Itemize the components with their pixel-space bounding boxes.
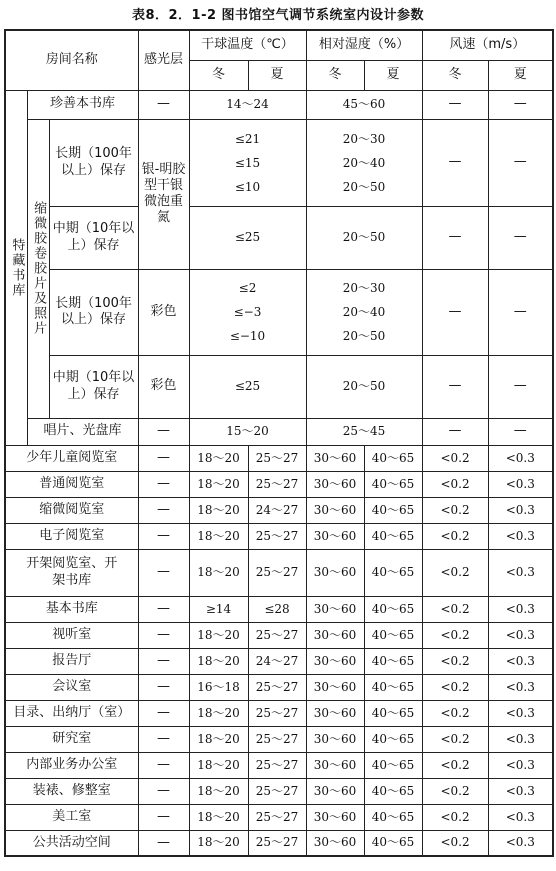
dry-bulb-range: 15～20	[189, 418, 306, 445]
dry-bulb-summer: ≤28	[248, 596, 306, 622]
wind-winter: —	[422, 355, 488, 418]
dry-bulb-summer: 24～27	[248, 648, 306, 674]
humidity-winter: 30～60	[306, 622, 364, 648]
room-name: 长期（100年以上）保存	[49, 269, 138, 355]
dry-bulb-summer: 25～27	[248, 523, 306, 549]
wind-winter: <0.2	[422, 674, 488, 700]
humidity-summer: 40～65	[364, 523, 422, 549]
humidity-winter: 30～60	[306, 700, 364, 726]
dry-bulb-value: ≤10	[234, 179, 261, 194]
wind-winter: <0.2	[422, 804, 488, 830]
humidity-value: 20～30	[342, 281, 386, 295]
table-row	[5, 549, 553, 596]
dry-bulb-range: 14～24	[189, 90, 306, 119]
dry-bulb-summer: 25～27	[248, 752, 306, 778]
wind-summer: <0.3	[488, 497, 553, 523]
room-name: 目录、出纳厅（室）	[5, 700, 138, 726]
room-name: 报告厅	[5, 648, 138, 674]
humidity-range: 45～60	[306, 90, 422, 119]
table-row	[5, 445, 553, 471]
photosensitive-layer: —	[138, 445, 189, 471]
dry-bulb-winter: 18～20	[189, 726, 248, 752]
dry-bulb-summer: 25～27	[248, 726, 306, 752]
humidity-summer: 40～65	[364, 674, 422, 700]
humidity-summer: 40～65	[364, 445, 422, 471]
dry-bulb-value: ≤21	[234, 131, 261, 146]
photosensitive-layer: —	[138, 596, 189, 622]
dry-bulb-winter: 18～20	[189, 830, 248, 856]
table-row	[5, 752, 553, 778]
humidity-winter: 30～60	[306, 523, 364, 549]
header-wind-speed: 风速（m/s）	[422, 30, 553, 60]
wind-winter: <0.2	[422, 700, 488, 726]
photosensitive-layer: —	[138, 497, 189, 523]
humidity-winter: 30～60	[306, 674, 364, 700]
photosensitive-layer: —	[138, 523, 189, 549]
room-name: 唱片、光盘库	[27, 418, 138, 445]
photosensitive-layer: —	[138, 622, 189, 648]
wind-winter: <0.2	[422, 830, 488, 856]
room-name: 美工室	[5, 804, 138, 830]
humidity-winter: 30～60	[306, 778, 364, 804]
wind-winter: —	[422, 90, 488, 119]
dry-bulb-winter: 18～20	[189, 778, 248, 804]
dry-bulb-winter: 18～20	[189, 445, 248, 471]
room-name: 开架阅览室、开架书库	[5, 549, 138, 596]
wind-winter: <0.2	[422, 778, 488, 804]
dry-bulb-summer: 25～27	[248, 778, 306, 804]
dry-bulb-winter: 18～20	[189, 622, 248, 648]
dry-bulb-summer: 25～27	[248, 700, 306, 726]
photosensitive-layer: —	[138, 726, 189, 752]
room-name: 视听室	[5, 622, 138, 648]
dry-bulb-value: ≤15	[234, 155, 261, 170]
humidity-range: 25～45	[306, 418, 422, 445]
dry-bulb-winter: 18～20	[189, 549, 248, 596]
humidity-winter: 30～60	[306, 830, 364, 856]
dry-bulb-winter: 18～20	[189, 523, 248, 549]
humidity-summer: 40～65	[364, 830, 422, 856]
humidity-value: 20～40	[342, 305, 386, 319]
dry-bulb-range: ≤25	[189, 355, 306, 418]
table-row	[5, 674, 553, 700]
photosensitive-layer: 彩色	[138, 355, 189, 418]
dry-bulb-summer: 25～27	[248, 674, 306, 700]
dry-bulb-range	[189, 119, 306, 206]
photosensitive-layer: —	[138, 90, 189, 119]
room-name: 装裱、修整室	[5, 778, 138, 804]
table-row	[5, 804, 553, 830]
dry-bulb-winter: 16～18	[189, 674, 248, 700]
wind-winter: <0.2	[422, 622, 488, 648]
photosensitive-layer: —	[138, 804, 189, 830]
humidity-summer: 40～65	[364, 804, 422, 830]
wind-summer: —	[488, 418, 553, 445]
humidity-value: 20～30	[342, 131, 386, 146]
wind-winter: —	[422, 269, 488, 355]
wind-summer: <0.3	[488, 622, 553, 648]
wind-winter: <0.2	[422, 726, 488, 752]
humidity-value: 20～40	[342, 155, 386, 170]
photosensitive-layer: —	[138, 778, 189, 804]
humidity-winter: 30～60	[306, 471, 364, 497]
table-row	[5, 596, 553, 622]
room-name: 会议室	[5, 674, 138, 700]
room-name: 珍善本书库	[27, 90, 138, 119]
humidity-summer: 40～65	[364, 648, 422, 674]
table-row	[5, 523, 553, 549]
room-name: 中期（10年以上）保存	[49, 355, 138, 418]
wind-summer: <0.3	[488, 523, 553, 549]
wind-winter: —	[422, 418, 488, 445]
room-name: 缩微阅览室	[5, 497, 138, 523]
humidity-winter: 30～60	[306, 445, 364, 471]
dry-bulb-winter: 18～20	[189, 648, 248, 674]
humidity-winter: 30～60	[306, 752, 364, 778]
humidity-summer: 40～65	[364, 778, 422, 804]
humidity-summer: 40～65	[364, 497, 422, 523]
humidity-range	[306, 269, 422, 355]
room-name: 中期（10年以上）保存	[49, 206, 138, 269]
photosensitive-layer: —	[138, 549, 189, 596]
room-name: 公共活动空间	[5, 830, 138, 856]
table-row	[5, 471, 553, 497]
header-temp-winter: 冬	[189, 60, 248, 90]
photosensitive-layer: —	[138, 674, 189, 700]
wind-summer: <0.3	[488, 778, 553, 804]
dry-bulb-winter: ≥14	[189, 596, 248, 622]
dry-bulb-winter: 18～20	[189, 804, 248, 830]
header-dry-bulb: 干球温度（℃）	[189, 30, 306, 60]
humidity-value: 20～50	[342, 329, 386, 343]
dry-bulb-summer: 25～27	[248, 445, 306, 471]
wind-winter: <0.2	[422, 471, 488, 497]
humidity-summer: 40～65	[364, 622, 422, 648]
humidity-range	[306, 119, 422, 206]
photosensitive-layer: —	[138, 648, 189, 674]
design-parameters-table	[4, 29, 554, 857]
wind-winter: <0.2	[422, 596, 488, 622]
dry-bulb-summer: 25～27	[248, 471, 306, 497]
wind-summer: <0.3	[488, 648, 553, 674]
wind-winter: —	[422, 206, 488, 269]
wind-summer: —	[488, 119, 553, 206]
header-ws-winter: 冬	[422, 60, 488, 90]
dry-bulb-summer: 25～27	[248, 830, 306, 856]
dry-bulb-summer: 25～27	[248, 549, 306, 596]
humidity-summer: 40～65	[364, 549, 422, 596]
wind-summer: —	[488, 90, 553, 119]
header-photosensitive: 感光层	[138, 30, 189, 90]
dry-bulb-value: ≤−10	[229, 329, 266, 343]
humidity-winter: 30～60	[306, 596, 364, 622]
dry-bulb-range	[189, 269, 306, 355]
humidity-range: 20～50	[306, 206, 422, 269]
table-title: 表8．2．1-2 图书馆空气调节系统室内设计参数	[131, 8, 425, 23]
humidity-winter: 30～60	[306, 497, 364, 523]
humidity-summer: 40～65	[364, 752, 422, 778]
dry-bulb-summer: 25～27	[248, 804, 306, 830]
photosensitive-layer: —	[138, 418, 189, 445]
table-row	[5, 622, 553, 648]
wind-winter: <0.2	[422, 497, 488, 523]
humidity-summer: 40～65	[364, 471, 422, 497]
wind-summer: <0.3	[488, 549, 553, 596]
humidity-range: 20～50	[306, 355, 422, 418]
wind-summer: <0.3	[488, 804, 553, 830]
room-name: 基本书库	[5, 596, 138, 622]
wind-winter: <0.2	[422, 523, 488, 549]
wind-summer: <0.3	[488, 700, 553, 726]
dry-bulb-winter: 18～20	[189, 752, 248, 778]
photosensitive-layer: —	[138, 700, 189, 726]
wind-winter: <0.2	[422, 752, 488, 778]
wind-winter: —	[422, 119, 488, 206]
humidity-winter: 30～60	[306, 726, 364, 752]
dry-bulb-winter: 18～20	[189, 700, 248, 726]
humidity-winter: 30～60	[306, 804, 364, 830]
humidity-winter: 30～60	[306, 549, 364, 596]
humidity-summer: 40～65	[364, 596, 422, 622]
wind-summer: —	[488, 206, 553, 269]
photosensitive-layer: —	[138, 830, 189, 856]
room-name: 研究室	[5, 726, 138, 752]
room-name: 内部业务办公室	[5, 752, 138, 778]
humidity-summer: 40～65	[364, 700, 422, 726]
special-collection-label: 特藏书库	[5, 90, 27, 445]
table-row	[5, 726, 553, 752]
dry-bulb-winter: 18～20	[189, 471, 248, 497]
photosensitive-layer: 银-明胶型干银微泡重氮	[138, 119, 189, 269]
header-rh-summer: 夏	[364, 60, 422, 90]
table-row	[5, 778, 553, 804]
wind-summer: <0.3	[488, 674, 553, 700]
header-rh-winter: 冬	[306, 60, 364, 90]
wind-summer: <0.3	[488, 726, 553, 752]
humidity-value: 20～50	[342, 179, 386, 194]
header-temp-summer: 夏	[248, 60, 306, 90]
dry-bulb-value: ≤2	[238, 281, 257, 295]
room-name: 普通阅览室	[5, 471, 138, 497]
table-row	[5, 700, 553, 726]
wind-summer: <0.3	[488, 596, 553, 622]
wind-winter: <0.2	[422, 445, 488, 471]
room-name: 少年儿童阅览室	[5, 445, 138, 471]
humidity-winter: 30～60	[306, 648, 364, 674]
wind-winter: <0.2	[422, 549, 488, 596]
wind-summer: <0.3	[488, 471, 553, 497]
wind-summer: <0.3	[488, 752, 553, 778]
table-row	[5, 830, 553, 856]
photosensitive-layer: —	[138, 752, 189, 778]
photosensitive-layer: —	[138, 471, 189, 497]
dry-bulb-summer: 24～27	[248, 497, 306, 523]
wind-summer: <0.3	[488, 830, 553, 856]
wind-winter: <0.2	[422, 648, 488, 674]
dry-bulb-summer: 25～27	[248, 622, 306, 648]
table-row	[5, 648, 553, 674]
dry-bulb-value: ≤−3	[233, 305, 262, 319]
dry-bulb-range: ≤25	[189, 206, 306, 269]
room-name: 电子阅览室	[5, 523, 138, 549]
microfilm-label: 缩微胶卷胶片及照片	[27, 119, 49, 418]
header-room-name: 房间名称	[5, 30, 138, 90]
room-name: 长期（100年以上）保存	[49, 119, 138, 206]
wind-summer: —	[488, 269, 553, 355]
photosensitive-layer: 彩色	[138, 269, 189, 355]
header-ws-summer: 夏	[488, 60, 553, 90]
header-humidity: 相对湿度（%）	[306, 30, 422, 60]
humidity-summer: 40～65	[364, 726, 422, 752]
dry-bulb-winter: 18～20	[189, 497, 248, 523]
table-row	[5, 497, 553, 523]
wind-summer: —	[488, 355, 553, 418]
wind-summer: <0.3	[488, 445, 553, 471]
